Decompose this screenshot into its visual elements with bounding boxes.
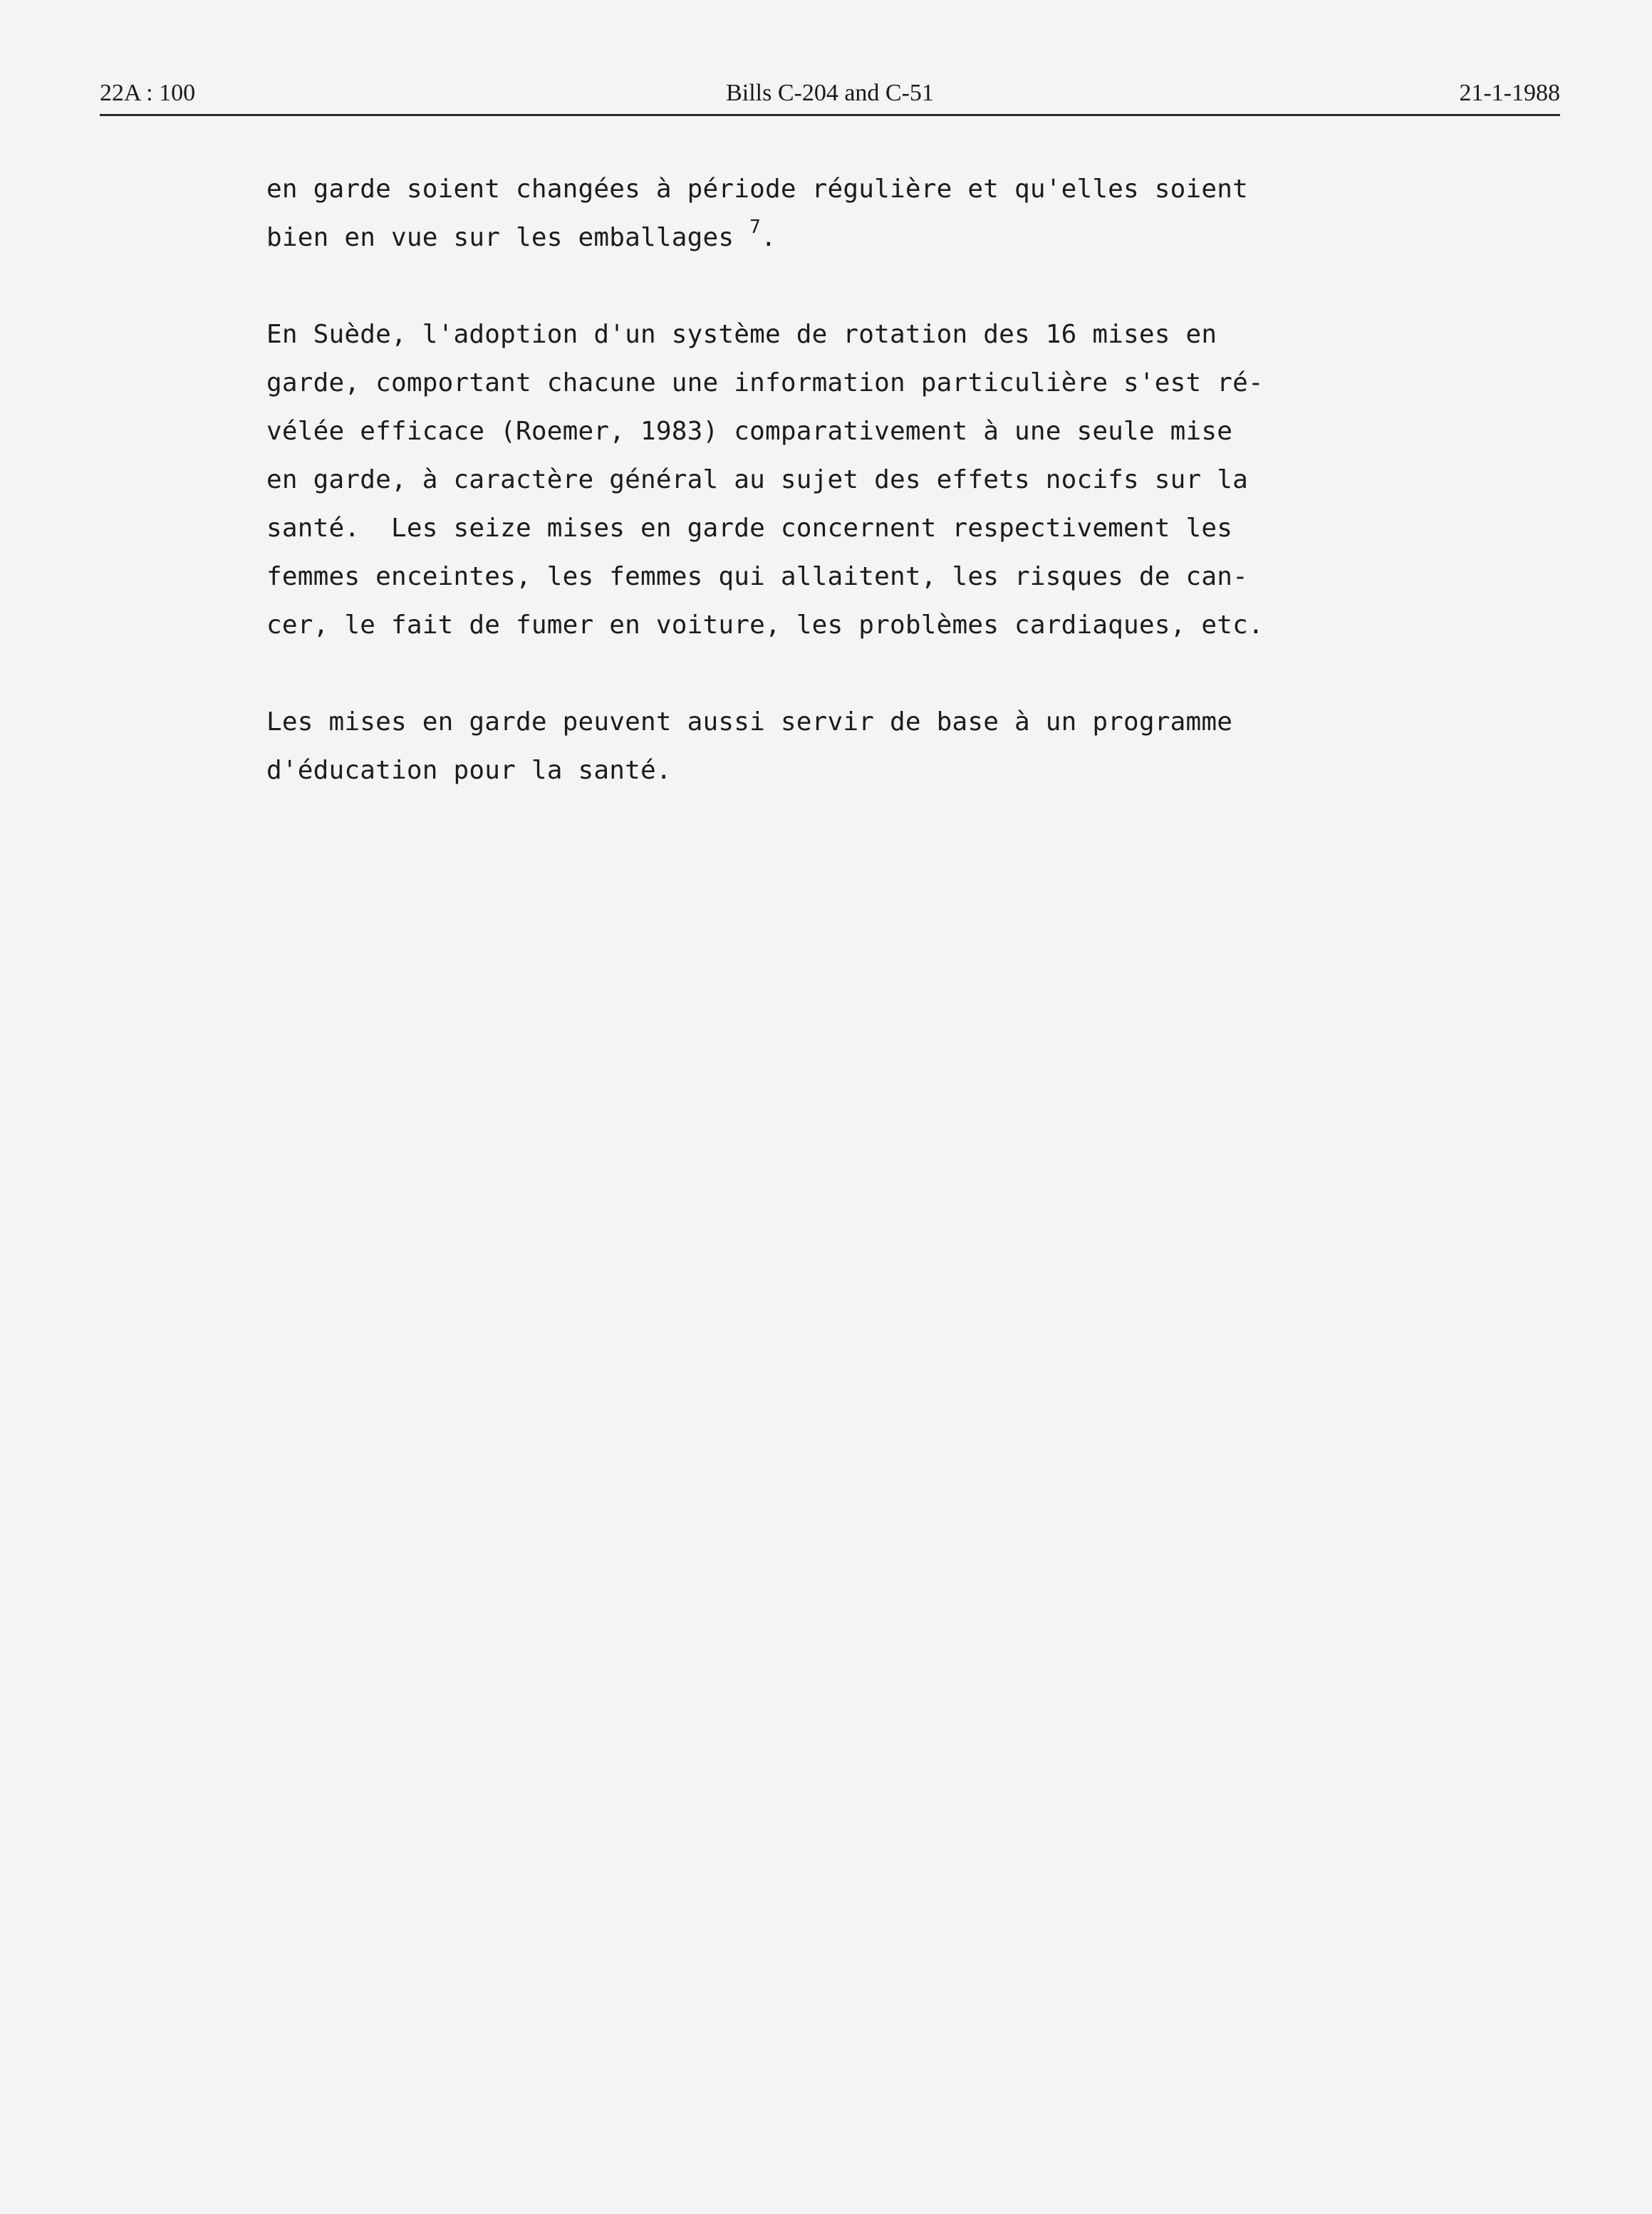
paragraph-3 [266, 698, 1321, 795]
text-line: Les mises en garde peuvent aussi servir de base à un programme [266, 707, 1233, 737]
text-line: santé. Les seize mises en garde concernent respectivement les [266, 514, 1233, 543]
sentence-end: . [760, 223, 776, 252]
paragraph-2 [266, 311, 1321, 650]
page-date: 21-1-1988 [1459, 80, 1560, 106]
text-line: en garde soient changées à période régulière et qu'elles soient [266, 175, 1249, 204]
page-reference: 22A : 100 [100, 80, 196, 106]
bill-title: Bills C-204 and C-51 [726, 80, 934, 106]
text-line-with-footnote [266, 214, 1321, 262]
footnote-marker: 7 [749, 217, 761, 238]
text-line: d'éducation pour la santé. [266, 756, 672, 785]
page-header [100, 80, 1560, 114]
text-line: femmes enceintes, les femmes qui allaitent, les risques de can- [266, 562, 1249, 591]
text-line: En Suède, l'adoption d'un système de rotation des 16 mises en [266, 320, 1217, 349]
body-text [266, 165, 1321, 843]
text-line: bien en vue sur les emballages [266, 223, 734, 252]
text-line: cer, le fait de fumer en voiture, les problèmes cardiaques, etc. [266, 610, 1264, 640]
paragraph-1 [266, 165, 1321, 262]
header-rule [100, 114, 1560, 116]
text-line: garde, comportant chacune une information particulière s'est ré- [266, 368, 1264, 397]
text-line: en garde, à caractère général au sujet des effets nocifs sur la [266, 465, 1249, 494]
text-line: vélée efficace (Roemer, 1983) comparativement à une seule mise [266, 417, 1233, 446]
